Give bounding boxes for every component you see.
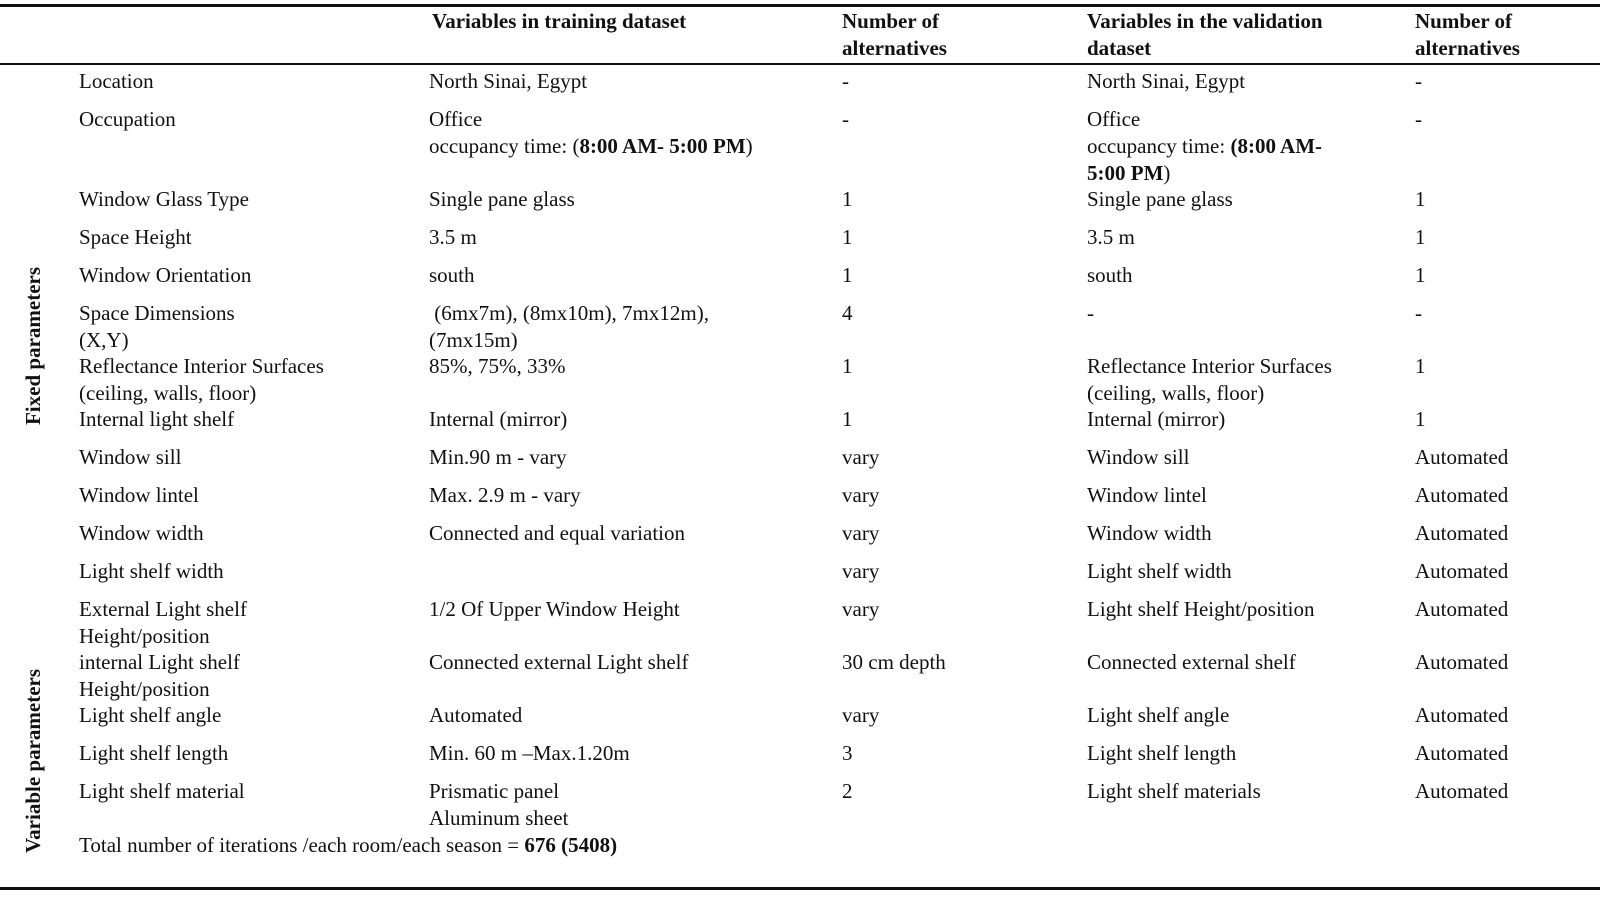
valid-value-light-shelf-angle: Light shelf angle <box>1087 703 1230 727</box>
valid-count-occupation: - <box>1415 107 1422 131</box>
train-count-location: - <box>842 69 849 93</box>
valid-count-light-shelf-length: Automated <box>1415 741 1509 765</box>
valid-value-location: North Sinai, Egypt <box>1087 69 1246 93</box>
param-light-shelf-width: Light shelf width <box>79 559 224 583</box>
train-count-occupation: - <box>842 107 849 131</box>
train-count-light-shelf-width: vary <box>842 559 880 583</box>
train-count-reflectance: 1 <box>842 354 853 378</box>
param-window-orientation: Window Orientation <box>79 263 252 287</box>
group-label-variable-parameters: Variable parameters <box>21 668 45 854</box>
param-space-dimensions: Space Dimensions (X,Y) <box>79 301 235 352</box>
valid-count-internal-light-shelf: 1 <box>1415 407 1426 431</box>
train-value-light-shelf-angle: Automated <box>429 703 523 727</box>
header-training-alternatives: Number of alternatives <box>842 9 947 60</box>
param-window-lintel: Window lintel <box>79 483 199 507</box>
train-count-window-lintel: vary <box>842 483 880 507</box>
valid-count-space-height: 1 <box>1415 225 1426 249</box>
table-bottom-rule <box>0 887 1600 890</box>
train-count-light-shelf-material: 2 <box>842 779 853 803</box>
total-iterations-value: 676 (5408) <box>524 833 618 857</box>
train-count-light-shelf-length: 3 <box>842 741 853 765</box>
train-value-internal-light-shelf: Internal (mirror) <box>429 407 568 431</box>
param-occupation: Occupation <box>79 107 176 131</box>
train-value-window-lintel: Max. 2.9 m - vary <box>429 483 581 507</box>
valid-count-space-dimensions: - <box>1415 301 1422 325</box>
valid-count-window-sill: Automated <box>1415 445 1509 469</box>
train-value-window-glass-type: Single pane glass <box>429 187 575 211</box>
param-light-shelf-length: Light shelf length <box>79 741 229 765</box>
valid-count-window-width: Automated <box>1415 521 1509 545</box>
total-iterations-label: Total number of iterations /each room/each season = <box>79 833 525 857</box>
valid-value-internal-light-shelf: Internal (mirror) <box>1087 407 1226 431</box>
param-reflectance: Reflectance Interior Surfaces (ceiling, walls, floor) <box>79 354 324 405</box>
param-internal-light-shelf: Internal light shelf <box>79 407 235 431</box>
train-value-external-light-shelf-height: 1/2 Of Upper Window Height <box>429 597 680 621</box>
train-count-internal-light-shelf: 1 <box>842 407 853 431</box>
valid-value-internal-light-shelf-height: Connected external shelf <box>1087 650 1296 674</box>
param-window-width: Window width <box>79 521 204 545</box>
param-space-height: Space Height <box>79 225 192 249</box>
valid-value-window-lintel: Window lintel <box>1087 483 1207 507</box>
train-value-location: North Sinai, Egypt <box>429 69 588 93</box>
valid-value-light-shelf-length: Light shelf length <box>1087 741 1237 765</box>
valid-count-window-glass-type: 1 <box>1415 187 1426 211</box>
header-validation-alternatives: Number of alternatives <box>1415 9 1520 60</box>
train-value-window-sill: Min.90 m - vary <box>429 445 567 469</box>
header-validation-variables: Variables in the validation dataset <box>1087 9 1323 60</box>
valid-value-reflectance: Reflectance Interior Surfaces (ceiling, walls, floor) <box>1087 354 1332 405</box>
param-external-light-shelf-height: External Light shelf Height/position <box>79 597 247 648</box>
valid-value-external-light-shelf-height: Light shelf Height/position <box>1087 597 1315 621</box>
param-location: Location <box>79 69 154 93</box>
param-window-sill: Window sill <box>79 445 182 469</box>
group-label-fixed-parameters: Fixed parameters <box>21 266 45 426</box>
train-count-external-light-shelf-height: vary <box>842 597 880 621</box>
train-count-window-glass-type: 1 <box>842 187 853 211</box>
valid-value-space-height: 3.5 m <box>1087 225 1135 249</box>
table-header-rule <box>0 63 1600 65</box>
train-value-reflectance: 85%, 75%, 33% <box>429 354 566 378</box>
train-value-light-shelf-length: Min. 60 m –Max.1.20m <box>429 741 630 765</box>
train-value-window-width: Connected and equal variation <box>429 521 685 545</box>
train-count-space-height: 1 <box>842 225 853 249</box>
table-top-rule <box>0 4 1600 7</box>
valid-value-window-orientation: south <box>1087 263 1133 287</box>
train-count-internal-light-shelf-height: 30 cm depth <box>842 650 946 674</box>
param-light-shelf-angle: Light shelf angle <box>79 703 222 727</box>
valid-count-internal-light-shelf-height: Automated <box>1415 650 1509 674</box>
valid-count-light-shelf-angle: Automated <box>1415 703 1509 727</box>
train-value-light-shelf-material: Prismatic panel Aluminum sheet <box>429 779 569 830</box>
train-value-internal-light-shelf-height: Connected external Light shelf <box>429 650 689 674</box>
param-light-shelf-material: Light shelf material <box>79 779 245 803</box>
valid-count-external-light-shelf-height: Automated <box>1415 597 1509 621</box>
valid-value-occupation: Office occupancy time: (8:00 AM- 5:00 PM) <box>1087 107 1323 185</box>
valid-value-window-width: Window width <box>1087 521 1212 545</box>
train-count-window-width: vary <box>842 521 880 545</box>
train-value-occupation: Office occupancy time: (8:00 AM- 5:00 PM) <box>429 107 753 158</box>
train-count-space-dimensions: 4 <box>842 301 853 325</box>
valid-count-location: - <box>1415 69 1422 93</box>
total-iterations <box>79 832 617 859</box>
train-count-light-shelf-angle: vary <box>842 703 880 727</box>
header-training-variables: Variables in training dataset <box>432 9 687 33</box>
valid-count-light-shelf-width: Automated <box>1415 559 1509 583</box>
param-window-glass-type: Window Glass Type <box>79 187 249 211</box>
valid-count-reflectance: 1 <box>1415 354 1426 378</box>
valid-value-window-sill: Window sill <box>1087 445 1190 469</box>
param-internal-light-shelf-height: internal Light shelf Height/position <box>79 650 240 701</box>
train-value-window-orientation: south <box>429 263 475 287</box>
valid-count-window-orientation: 1 <box>1415 263 1426 287</box>
train-value-space-dimensions: (6mx7m), (8mx10m), 7mx12m), (7mx15m) <box>429 301 709 352</box>
train-count-window-sill: vary <box>842 445 880 469</box>
valid-count-window-lintel: Automated <box>1415 483 1509 507</box>
valid-value-light-shelf-material: Light shelf materials <box>1087 779 1261 803</box>
train-count-window-orientation: 1 <box>842 263 853 287</box>
valid-value-light-shelf-width: Light shelf width <box>1087 559 1232 583</box>
valid-count-light-shelf-material: Automated <box>1415 779 1509 803</box>
train-value-space-height: 3.5 m <box>429 225 477 249</box>
valid-value-window-glass-type: Single pane glass <box>1087 187 1233 211</box>
valid-value-space-dimensions: - <box>1087 301 1094 325</box>
